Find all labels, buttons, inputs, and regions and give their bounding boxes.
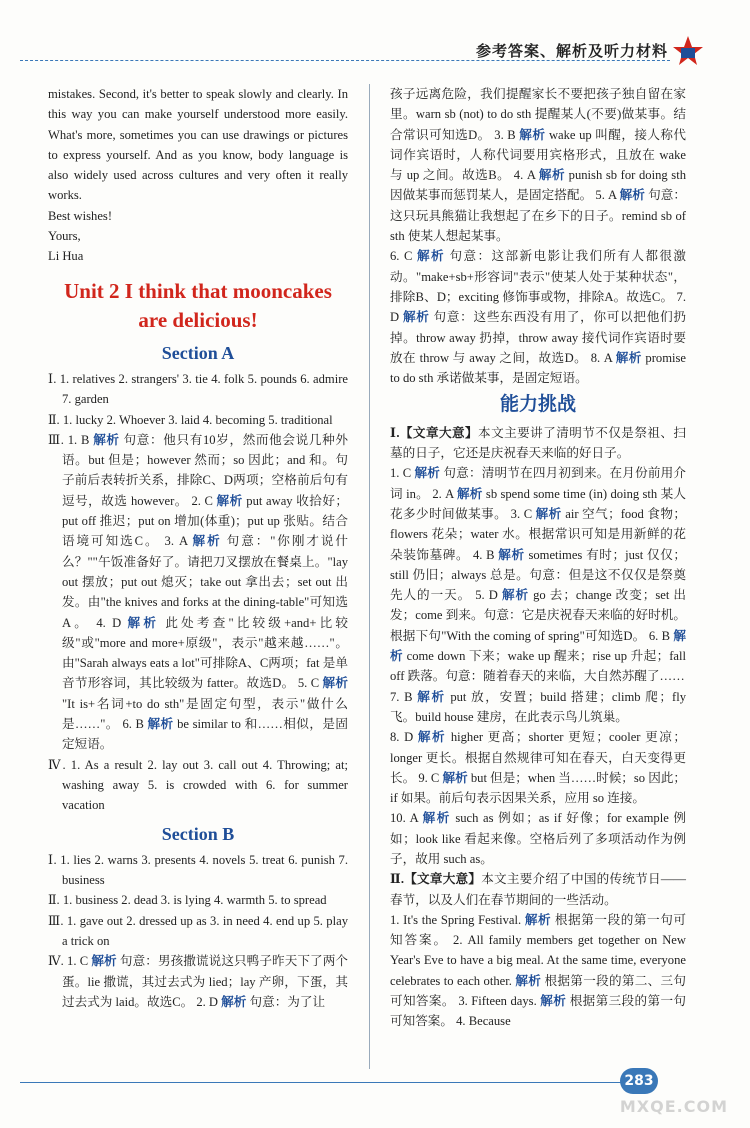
unit-title-line-1: Unit 2 I think that mooncakes <box>64 278 332 303</box>
section-b-part-3: Ⅲ. 1. gave out 2. dressed up as 3. in need 4. end up 5. play a trick on <box>48 913 348 948</box>
answer-text: 句意：他只有10岁，然而他会说几种外语。but 但是；however 然而；so 因此；and 和。句子前后表转折关系，排除C、D两项；空格前后句有逗号，故选 however。 2. C <box>62 432 348 508</box>
analysis-label: 解析 <box>442 769 468 785</box>
section-a-part-4: Ⅳ. 1. As a result 2. lay out 3. call out 4. Throwing; at; washing away 5. is crowded with 6. for summer vacation <box>48 757 348 813</box>
analysis-label: 解析 <box>519 126 546 142</box>
analysis-label: 解析 <box>417 688 446 704</box>
unit-title <box>48 277 348 335</box>
analysis-label: 解析 <box>416 248 445 264</box>
analysis-label: 解析 <box>456 485 483 501</box>
answer-text: Ⅲ. 1. B <box>48 432 94 447</box>
right-column <box>390 84 686 1032</box>
answer-text: sometimes 有时；just 仅仅；still 仍旧；always 总是。句意：但是这不仅仅是祭奠先人的一天。 5. D <box>390 547 687 603</box>
continued-answers <box>390 84 686 246</box>
passage-1-answer-8 <box>390 727 686 808</box>
analysis-label: 解析 <box>402 309 430 325</box>
summary-text: 本文主要介绍了中国的传统节日——春节，以及人们在春节期间的一些活动。 <box>390 872 687 907</box>
section-b-title: Section B <box>161 823 235 844</box>
answer-text: go 去；change 改变；set 出发；come 到来。句意：它是庆祝春天来临的好时机。根据下句"With the coming of spring"可知选D。 6. B <box>390 588 686 643</box>
analysis-label: 解析 <box>192 533 222 549</box>
answer-text: 此处考查"比较级+and+比较级"或"more and more+原级"，表示"越来越……"。由"Sarah always eats a lot"可排除A、C两项；fat 是单音节形容词，其比较级为 fatter。故选D。 5. C <box>62 615 348 691</box>
analysis-label: 解析 <box>93 431 120 447</box>
watermark-text: MXQE.COM <box>619 1097 728 1116</box>
answer-text: 根据第三段的第一句可知答案。 4. Because <box>390 994 687 1029</box>
answer-text: be similar to 和……相似，是固定短语。 <box>62 717 348 752</box>
analysis-label: 解析 <box>322 675 348 691</box>
answer-text: "It is+名词+to do sth"是固定句型，表示"做什么是……"。 6. B <box>62 696 348 732</box>
footer-rule <box>20 1082 630 1083</box>
answer-text: 1. C <box>390 466 415 481</box>
analysis-label: 解析 <box>414 465 441 481</box>
analysis-label: 解析 <box>515 972 542 988</box>
analysis-label: 解析 <box>619 187 645 203</box>
answer-text: 孩子远离危险，我们提醒家长不要把孩子独自留在家里。warn sb (not) to do sth 提醒某人(不要)做某事。结合常识可知选D。 3. B <box>390 87 686 142</box>
challenge-heading: 能力挑战 <box>499 393 576 416</box>
answer-text: 根据第一段的第一句可知答案。 2. All family members get together on New Year's Eve to have a big meal. At the same time, everyone celebrates to each other. <box>390 912 686 988</box>
analysis-label: 解析 <box>538 167 566 183</box>
section-a-title: Section A <box>161 342 235 363</box>
answer-text: air 空气；food 食物；flowers 花朵；water 水。根据常识可知是用新鲜的花朵装饰墓碑。 4. B <box>390 506 687 562</box>
analysis-label: 解析 <box>390 627 686 664</box>
analysis-label: 解析 <box>417 729 447 745</box>
passage-1-answer-10 <box>390 808 686 869</box>
analysis-label: 解析 <box>615 349 642 365</box>
answer-text: such as 例如；as if 好像；for example 例如；look like 看起来像。空格后列了多项活动作为例子，故用 such as。 <box>390 811 687 866</box>
answer-text: put away 收拾好；put off 推迟；put on 增加(体重)；put up 张贴。结合语境可知选C。 3. A <box>62 493 348 549</box>
answer-text: 句意：清明节在四月初到来。在月份前用介词 in。 2. A <box>390 466 686 501</box>
letter-signoff: Yours, <box>48 229 81 244</box>
answer-text: 7. B <box>390 689 418 704</box>
passage-1-answer-7 <box>390 687 686 728</box>
answer-text: put 放，安置；build 搭建；climb 爬；fly 飞。build house 建房，在此表示鸟儿筑巢。 <box>390 689 687 724</box>
answer-text: Ⅳ. 1. C <box>48 954 92 969</box>
passage-1-answers <box>390 463 686 686</box>
analysis-label: 解析 <box>501 587 530 603</box>
passage-1-summary <box>390 423 686 464</box>
section-a-part-2: Ⅱ. 1. lucky 2. Whoever 3. laid 4. becoming 5. traditional <box>48 412 333 427</box>
answer-text: but 但是；when 当……时候；so 因此；if 如果。前后句表示因果关系，应用 so 连接。 <box>390 770 687 806</box>
analysis-label: 解析 <box>91 953 117 969</box>
analysis-label: 解析 <box>221 993 247 1009</box>
section-a-part-3 <box>48 430 348 755</box>
answer-text: 10. A <box>390 811 423 826</box>
star-book-icon <box>671 34 705 68</box>
column-divider <box>369 84 370 1069</box>
answer-text: 句意：为了让 <box>246 994 326 1009</box>
answer-text: come down 下来；wake up 醒来；rise up 升起；fall off 跌落。句意：随着春天的来临，大自然苏醒了…… <box>390 649 686 684</box>
answer-text: promise to do sth 承诺做某事，是固定短语。 <box>390 350 687 386</box>
analysis-label: 解析 <box>422 810 451 826</box>
answer-text: punish sb for doing sth 因做某事而惩罚某人，是固定搭配。 5. A <box>390 168 686 203</box>
analysis-label: 解析 <box>147 716 174 732</box>
answer-text: 句意：这些东西没有用了，你可以把他们扔掉。throw away 扔掉，throw away 接代词作宾语时要放在 throw 与 away 之间，故选D。 8. A <box>390 310 686 365</box>
watermark <box>616 1070 736 1120</box>
unit-title-line-2: are delicious! <box>138 307 258 332</box>
letter-body: mistakes. Second, it's better to speak slowly and clearly. In this way you can make yourself understood more easily. What's more, sometimes you can use drawings or pictures to express yourself. And as you know, body language is also widely used across cultures and very often it really works. <box>48 87 348 203</box>
answer-text: 根据第一段的第二、三句可知答案。 3. Fifteen days. <box>390 973 687 1009</box>
answer-text: wake up 叫醒，接人称代词作宾语时，人称代词要用宾格形式，且放在 wake 与 up 之间。故选B。 4. A <box>390 127 687 183</box>
section-b-part-4 <box>48 951 348 1012</box>
header-title: 参考答案、解析及听力材料 <box>475 42 668 60</box>
page-header <box>0 0 750 72</box>
letter-closing: Best wishes! <box>48 208 113 223</box>
page-number: 283 <box>620 1068 658 1094</box>
passage-2-summary <box>390 869 686 910</box>
answer-text: 6. C <box>390 249 417 264</box>
summary-label: Ⅱ.【文章大意】 <box>390 872 482 887</box>
letter-name: Li Hua <box>48 249 84 264</box>
analysis-label: 解析 <box>535 505 562 521</box>
analysis-label: 解析 <box>216 492 243 508</box>
answers-6-8 <box>390 246 686 388</box>
answer-text: 句意：这只玩具熊猫让我想起了在乡下的日子。remind sb of sth 使某人想起某事。 <box>390 188 687 244</box>
section-a-part-1: Ⅰ. 1. relatives 2. strangers' 3. tie 4. folk 5. pounds 6. admire 7. garden <box>48 371 348 407</box>
answer-text: 句意：这部新电影让我们所有人都很激动。"make+sb+形容词"表示"使某人处于某种状态"，排除B、D；exciting 修饰事或物，排除A。故选C。 7. D <box>390 249 687 325</box>
summary-label: Ⅰ.【文章大意】 <box>390 425 479 440</box>
answer-text: higher 更高；shorter 更短；cooler 更凉；longer 更长。根据自然规律可知在春天，白天变得更长。 9. C <box>390 730 686 785</box>
left-column <box>48 84 348 1012</box>
analysis-label: 解析 <box>540 993 567 1009</box>
answer-text: sb spend some time (in) doing sth 某人花多少时间做某事。 3. C <box>390 486 686 521</box>
analysis-label: 解析 <box>127 614 160 630</box>
answer-text: 8. D <box>390 730 418 745</box>
passage-2-answers <box>390 910 686 1032</box>
analysis-label: 解析 <box>498 546 525 562</box>
answer-text: 1. It's the Spring Festival. <box>390 912 525 927</box>
section-b-part-1: Ⅰ. 1. lies 2. warns 3. presents 4. novels 5. treat 6. punish 7. business <box>48 852 348 888</box>
answer-text: 句意：男孩撒谎说这只鸭子昨天下了两个蛋。lie 撒谎，其过去式为 lied；lay 产卵，下蛋，其过去式为 laid。故选C。 2. D <box>62 954 348 1009</box>
analysis-label: 解析 <box>524 911 552 927</box>
section-b-part-2: Ⅱ. 1. business 2. dead 3. is lying 4. warmth 5. to spread <box>48 893 327 908</box>
summary-text: 本文主要讲了清明节不仅是祭祖、扫墓的日子，它还是庆祝春天来临的好日子。 <box>390 425 686 461</box>
answer-text: 句意："你刚才说什么？""午饭准备好了。请把刀叉摆放在餐桌上。"lay out 摆放；put out 熄灭；take out 拿出去；set out 出发。由"the knives and forks at the dining-table"可知选A。 4. D <box>62 534 348 630</box>
